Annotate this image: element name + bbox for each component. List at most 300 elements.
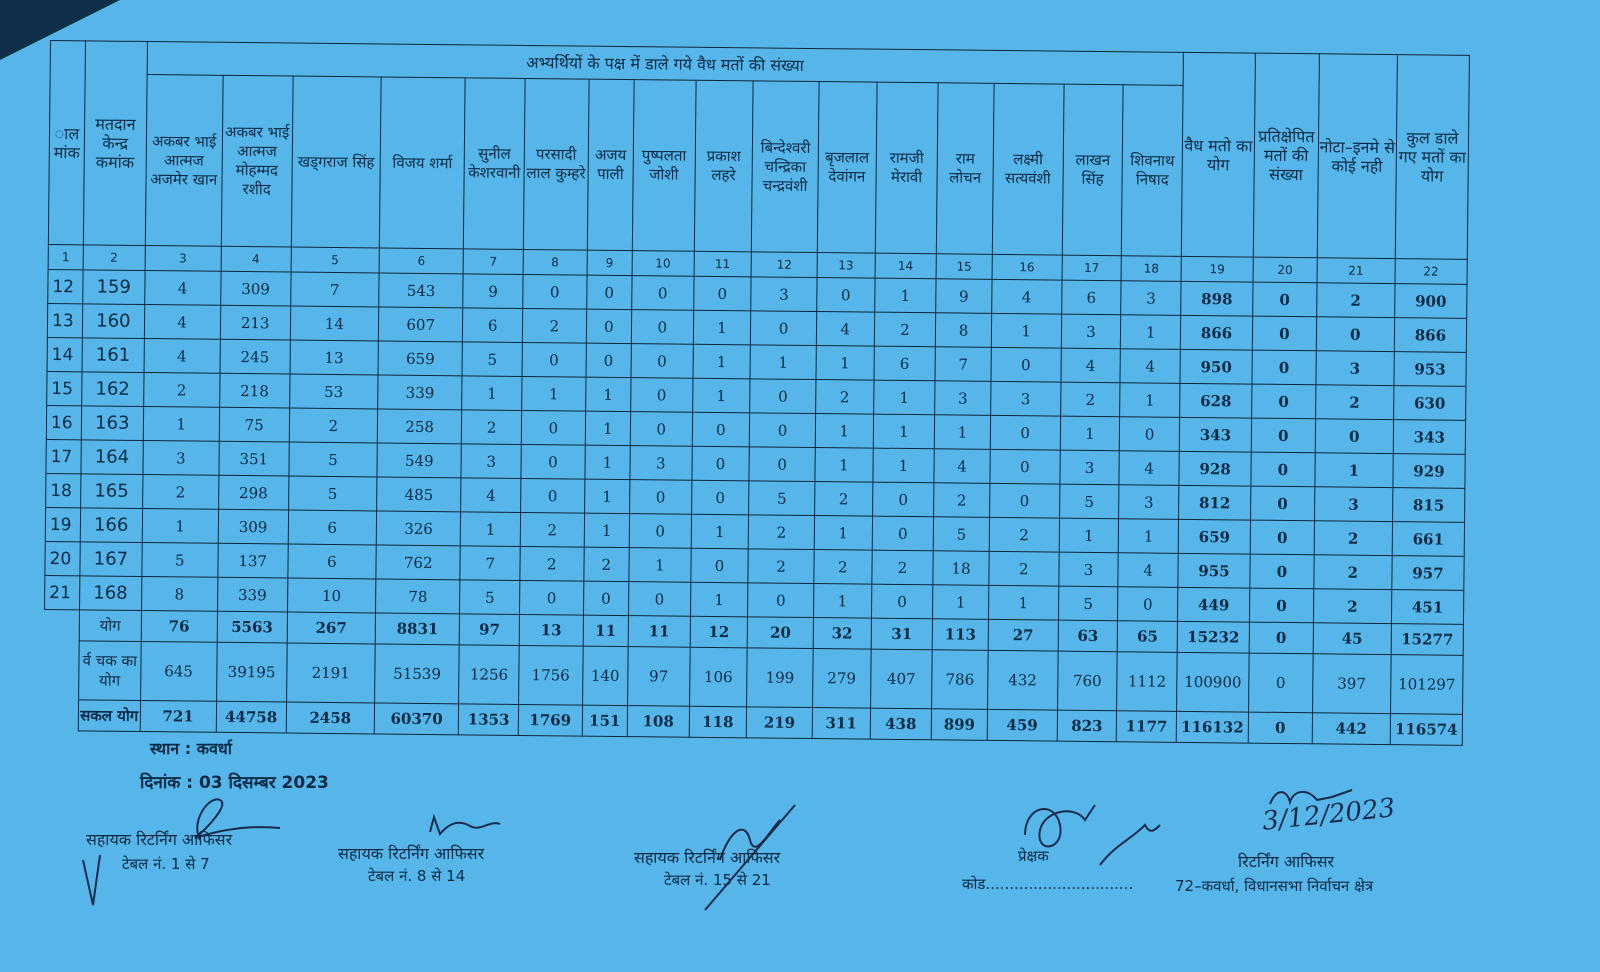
vote-cell: 2 [1060,382,1120,417]
vote-cell: 866 [1394,318,1466,353]
vote-cell: 1 [462,376,522,411]
vote-cell: 0 [630,412,692,447]
vote-cell: 3 [1316,351,1394,386]
vote-cell: 0 [519,580,583,615]
vote-cell: 1 [873,414,935,449]
vote-cell: 1 [874,278,936,313]
vote-cell: 1 [461,512,521,547]
blank-cell [44,609,79,640]
summary-cell: 267 [287,612,376,644]
vote-cell: 245 [220,339,290,374]
booth-number: 167 [80,542,142,577]
vote-cell: 1 [693,310,751,345]
candidate-header: रामजी मेरावी [875,82,938,254]
summary-cell: 1177 [1117,711,1177,743]
col-header-1: ाल मांक [48,41,85,245]
vote-cell: 1 [933,585,989,620]
vote-cell: 0 [751,311,817,346]
candidate-header: लाखन सिंह [1062,84,1123,256]
summary-cell: 1112 [1117,652,1177,712]
summary-cell: 11 [583,615,629,646]
candidate-header: अजय पाली [587,79,634,250]
vote-cell: 0 [749,413,815,448]
vote-cell: 298 [218,475,288,510]
booth-number: 162 [82,372,144,407]
vote-cell: 0 [1251,452,1315,487]
vote-cell: 659 [1178,519,1250,554]
vote-cell: 955 [1178,553,1250,588]
summary-cell: 1256 [459,645,519,705]
col-header-total-polled: कुल डाले गए मतों का योग [1395,55,1469,260]
vote-cell: 2 [1313,589,1391,624]
summary-cell: 32 [813,618,871,650]
serial-number: 14 [47,337,82,371]
vote-cell: 607 [378,307,463,342]
summary-cell: 11 [628,616,690,648]
summary-cell: 108 [627,706,689,738]
blank-cell [44,640,80,699]
vote-cell: 5 [749,481,815,516]
vote-cell: 0 [628,582,690,617]
vote-cell: 78 [376,579,461,614]
summary-cell: 407 [870,649,932,709]
summary-cell: 0 [1248,712,1312,744]
summary-cell: 116132 [1176,711,1248,743]
vote-cell: 0 [872,516,934,551]
booth-number: 163 [81,406,143,441]
vote-cell: 451 [1391,590,1463,625]
vote-cell: 628 [1180,383,1252,418]
summary-cell: 1756 [519,645,583,705]
vote-cell: 2 [584,547,630,581]
summary-cell: 311 [812,708,870,740]
candidate-header: खड्गराज सिंह [291,76,381,248]
column-number: 6 [379,248,464,274]
vote-cell: 1 [143,406,219,441]
vote-cell: 343 [1393,420,1465,455]
vote-cell: 2 [1314,521,1392,556]
serial-number: 15 [47,371,82,405]
serial-number: 16 [46,405,81,439]
vote-cell: 7 [460,546,520,581]
summary-cell: 2458 [286,702,375,734]
vote-cell: 6 [288,544,377,579]
vote-cell: 2 [748,549,814,584]
aro-2-table: टेबल नं. 8 से 14 [368,867,466,885]
vote-cell: 0 [521,410,585,445]
vote-cell: 900 [1395,284,1467,319]
vote-cell: 1 [692,378,750,413]
vote-cell: 3 [1121,281,1181,316]
vote-cell: 0 [1120,417,1180,452]
vote-cell: 1 [1120,383,1180,418]
vote-cell: 1 [1060,416,1120,451]
vote-cell: 659 [378,341,463,376]
serial-number: 19 [45,507,80,541]
summary-cell: 100900 [1177,652,1250,712]
column-number: 21 [1317,258,1395,284]
vote-cell: 0 [1252,350,1316,385]
aro-3-title: सहायक रिटर्निंग आफिसर [634,848,781,867]
vote-cell: 3 [1059,552,1119,587]
vote-cell: 2 [815,482,873,517]
vote-cell: 0 [631,310,693,345]
column-number: 14 [875,253,937,279]
summary-cell: 219 [746,707,812,739]
vote-cell: 4 [1120,349,1180,384]
vote-cell: 543 [379,273,464,308]
summary-cell: 823 [1057,710,1117,742]
vote-cell: 0 [1253,282,1317,317]
vote-cell: 2 [816,380,874,415]
candidate-header: प्रकाश लहरे [694,80,753,252]
column-number: 13 [817,253,875,279]
vote-cell: 661 [1392,522,1464,557]
vote-cell: 1 [816,346,874,381]
serial-number: 21 [45,575,80,609]
vote-cell: 53 [289,374,378,409]
candidate-header: पुष्पलता जोशी [632,80,695,252]
column-number: 16 [992,254,1062,280]
column-number: 9 [587,250,632,275]
vote-cell: 1 [750,345,816,380]
serial-number: 18 [46,473,81,507]
vote-cell: 0 [523,274,587,309]
vote-cell: 2 [874,312,936,347]
vote-cell: 1 [142,508,218,543]
vote-cell: 2 [1315,385,1393,420]
vote-cell: 0 [586,309,632,343]
vote-cell: 2 [520,546,584,581]
summary-cell: 397 [1312,654,1391,714]
candidates-group-header: अभ्यर्थियों के पक्ष में डाले गये वैध मतों की संख्या [147,42,1184,86]
summary-cell: 2191 [286,643,375,703]
summary-cell: 97 [460,614,520,646]
vote-cell: 5 [142,542,218,577]
vote-cell: 4 [816,312,874,347]
booth-number: 161 [82,338,144,373]
observer-label: प्रेक्षक [1018,847,1049,865]
vote-cell: 10 [287,578,376,613]
vote-cell: 950 [1180,349,1252,384]
vote-cell: 5 [462,342,522,377]
code-field: कोड............................... [962,875,1134,893]
summary-cell: 45 [1313,623,1391,655]
vote-cell: 3 [1119,485,1179,520]
summary-cell: 432 [987,650,1058,710]
vote-cell: 6 [288,510,377,545]
vote-cell: 343 [1179,417,1251,452]
candidate-header: अकबर भाई आत्मज मोहम्मद रशीद [221,75,293,247]
vote-cell: 0 [748,583,814,618]
col-header-valid-total: वैध मतो का योग [1181,52,1255,257]
vote-cell: 1 [873,380,935,415]
ro-handwritten-date: 3/12/2023 [1260,793,1397,837]
vote-cell: 218 [219,373,289,408]
summary-cell: 199 [747,648,813,708]
vote-cell: 5 [460,580,520,615]
col-header-booth: मतदान केन्द्र कमांक [83,41,147,246]
vote-cell: 4 [144,271,220,306]
vote-cell: 928 [1179,451,1251,486]
column-number: 17 [1062,255,1122,281]
vote-cell: 1 [585,445,631,479]
vote-cell: 2 [520,512,584,547]
serial-number: 17 [46,439,81,473]
result-sheet [42,40,1470,815]
vote-cell: 0 [1252,316,1316,351]
summary-cell: 5563 [217,611,287,643]
booth-number: 159 [83,270,145,305]
column-number: 7 [463,249,523,275]
vote-cell: 0 [693,276,751,311]
signature-ro [1262,782,1382,812]
tick-mark [78,850,108,910]
column-number: 20 [1253,257,1317,283]
vote-cell: 0 [586,343,632,377]
summary-cell: 0 [1249,653,1313,713]
column-number: 1 [48,244,83,269]
vote-cell: 0 [522,342,586,377]
summary-cell: 0 [1249,622,1313,654]
summary-cell: 442 [1312,713,1390,745]
vote-cell: 1 [814,516,872,551]
vote-cell: 6 [874,346,936,381]
vote-cell: 0 [691,480,749,515]
vote-cell: 0 [631,378,693,413]
column-number: 10 [632,251,694,277]
summary-cell: 63 [1058,620,1118,652]
summary-cell: 140 [582,646,628,705]
ro-constituency: 72–कवर्धा, विधानसभा निर्वाचन क्षेत्र [1175,877,1374,895]
vote-cell: 0 [991,347,1061,382]
candidate-header: राम लोचन [937,83,994,255]
vote-cell: 0 [630,480,692,515]
summary-cell: 39195 [216,642,287,702]
column-number: 4 [221,246,291,272]
vote-cell: 2 [814,550,872,585]
summary-cell: 1769 [518,704,582,736]
vote-cell: 2 [871,550,933,585]
vote-cell: 0 [1118,587,1178,622]
previous-round-row-label: र्व चक का योग [79,641,141,701]
summary-cell: 1353 [459,704,519,736]
column-number: 11 [694,251,752,277]
column-number: 2 [83,245,145,271]
vote-cell: 0 [817,278,875,313]
summary-cell: 116574 [1390,714,1462,746]
col-header-rejected: प्रतिक्षेपित मतों की संख्या [1253,53,1319,258]
vote-cell: 3 [1060,450,1120,485]
column-number: 3 [145,246,221,272]
vote-cell: 3 [630,446,692,481]
vote-cell: 0 [1252,384,1316,419]
candidate-header: सुनील केशरवानी [464,78,525,250]
summary-cell: 12 [690,616,748,648]
candidate-header: बृजलाल देवांगन [817,82,876,254]
vote-cell: 1 [991,313,1061,348]
summary-cell: 60370 [374,703,459,735]
summary-cell: 76 [141,610,217,642]
summary-cell: 786 [932,650,988,710]
vote-cell: 812 [1179,485,1251,520]
vote-cell: 6 [1061,280,1121,315]
summary-cell: 151 [582,705,628,736]
vote-cell: 0 [1251,486,1315,521]
summary-cell: 645 [140,641,217,701]
vote-cell: 0 [750,379,816,414]
summary-cell: 51539 [375,644,460,704]
candidate-header: विजय शर्मा [379,77,465,249]
vote-cell: 1 [1315,453,1393,488]
serial-number: 20 [45,541,80,575]
vote-cell: 0 [692,446,750,481]
vote-cell: 4 [991,279,1061,314]
candidate-header: अकबर भाई आत्मज अजमेर खान [145,75,223,247]
vote-cell: 4 [1119,451,1179,486]
vote-cell: 213 [220,305,290,340]
vote-cell: 4 [1061,348,1121,383]
vote-cell: 0 [749,447,815,482]
vote-cell: 1 [872,448,934,483]
summary-cell: 20 [747,617,813,649]
vote-cell: 1 [690,582,748,617]
vote-cell: 1 [584,479,630,513]
vote-cell: 6 [463,308,523,343]
booth-number: 166 [80,508,142,543]
vote-cell: 0 [989,483,1059,518]
aro-3-table: टेबल नं. 15 से 21 [664,871,771,889]
vote-cell: 3 [1061,314,1121,349]
vote-cell: 957 [1392,556,1464,591]
vote-cell: 7 [935,347,991,382]
column-number: 15 [936,254,992,280]
vote-cell: 1 [584,513,630,547]
vote-cell: 1 [585,411,631,445]
vote-cell: 0 [692,412,750,447]
summary-cell: 721 [140,700,216,732]
vote-cell: 0 [1250,520,1314,555]
vote-cell: 1 [1121,315,1181,350]
vote-cell: 2 [143,372,219,407]
vote-cell: 137 [218,543,288,578]
vote-cell: 9 [463,274,523,309]
vote-cell: 0 [1315,419,1393,454]
vote-cell: 18 [933,551,989,586]
vote-cell: 1 [1119,519,1179,554]
vote-cell: 5 [289,442,378,477]
summary-cell: 438 [870,708,932,740]
candidate-header: शिवनाथ निषाद [1122,85,1184,257]
vote-cell: 0 [583,581,629,615]
column-number: 12 [751,252,817,278]
booth-number: 165 [81,474,143,509]
vote-cell: 1 [815,414,873,449]
blank-cell [43,699,78,730]
vote-cell: 1 [629,548,691,583]
vote-cell: 0 [521,444,585,479]
summary-cell: 899 [931,709,987,741]
vote-cell: 13 [290,340,379,375]
vote-cell: 0 [872,482,934,517]
vote-cell: 339 [217,577,287,612]
summary-cell: 113 [932,619,988,651]
vote-cell: 3 [751,277,817,312]
vote-cell: 4 [144,339,220,374]
summary-cell: 15277 [1391,624,1463,656]
column-number: 19 [1181,256,1253,282]
place-label: स्थान : कवर्धा [150,739,232,758]
vote-cell: 2 [142,474,218,509]
vote-cell: 4 [144,305,220,340]
vote-cell: 630 [1393,386,1465,421]
serial-number: 13 [47,303,82,337]
vote-cell: 7 [290,272,379,307]
vote-cell: 339 [378,375,463,410]
booth-number: 168 [79,576,141,611]
vote-cell: 5 [1059,484,1119,519]
vote-cell: 549 [377,443,462,478]
serial-number: 12 [48,269,83,303]
vote-cell: 351 [219,441,289,476]
vote-cell: 1 [522,376,586,411]
col-header-nota: नोटा–इनमे से कोई नही [1317,54,1397,259]
date-label: दिनांक : 03 दिसम्बर 2023 [140,773,329,793]
vote-cell: 0 [631,344,693,379]
vote-cell: 953 [1394,352,1466,387]
summary-cell: 106 [689,647,747,707]
vote-cell: 8 [141,576,217,611]
summary-cell: 8831 [375,613,460,645]
vote-cell: 929 [1393,454,1465,489]
booth-number: 160 [82,304,144,339]
vote-cell: 258 [377,409,462,444]
vote-cell: 1 [585,377,631,411]
summary-cell: 279 [813,649,871,709]
vote-cell: 5 [288,476,377,511]
summary-cell: 13 [519,614,583,646]
vote-cell: 485 [377,477,462,512]
vote-cell: 2 [748,515,814,550]
vote-cell: 2 [1314,555,1392,590]
vote-cell: 0 [632,276,694,311]
summary-cell: 31 [871,618,933,650]
vote-cell: 1 [691,514,749,549]
vote-cell: 0 [1316,317,1394,352]
vote-cell: 5 [933,517,989,552]
vote-cell: 4 [1118,553,1178,588]
vote-cell: 0 [871,584,933,619]
candidate-header: परसादी लाल कुम्हरे [523,78,589,250]
vote-cell: 0 [990,449,1060,484]
vote-cell: 4 [461,478,521,513]
summary-cell: 97 [627,647,689,707]
vote-cell: 3 [935,381,991,416]
vote-cell: 4 [934,449,990,484]
candidate-header: लक्ष्मी सत्यवंशी [992,83,1064,255]
vote-cell: 14 [290,306,379,341]
total-row-label: योग [79,610,141,642]
summary-cell: 44758 [216,701,286,733]
vote-cell: 2 [462,410,522,445]
vote-cell: 762 [376,545,461,580]
vote-cell: 1 [815,448,873,483]
vote-cell: 1 [813,584,871,619]
column-number: 5 [291,247,380,273]
vote-cell: 1 [1059,518,1119,553]
summary-cell: 101297 [1390,655,1463,715]
vote-cell: 1 [988,585,1058,620]
